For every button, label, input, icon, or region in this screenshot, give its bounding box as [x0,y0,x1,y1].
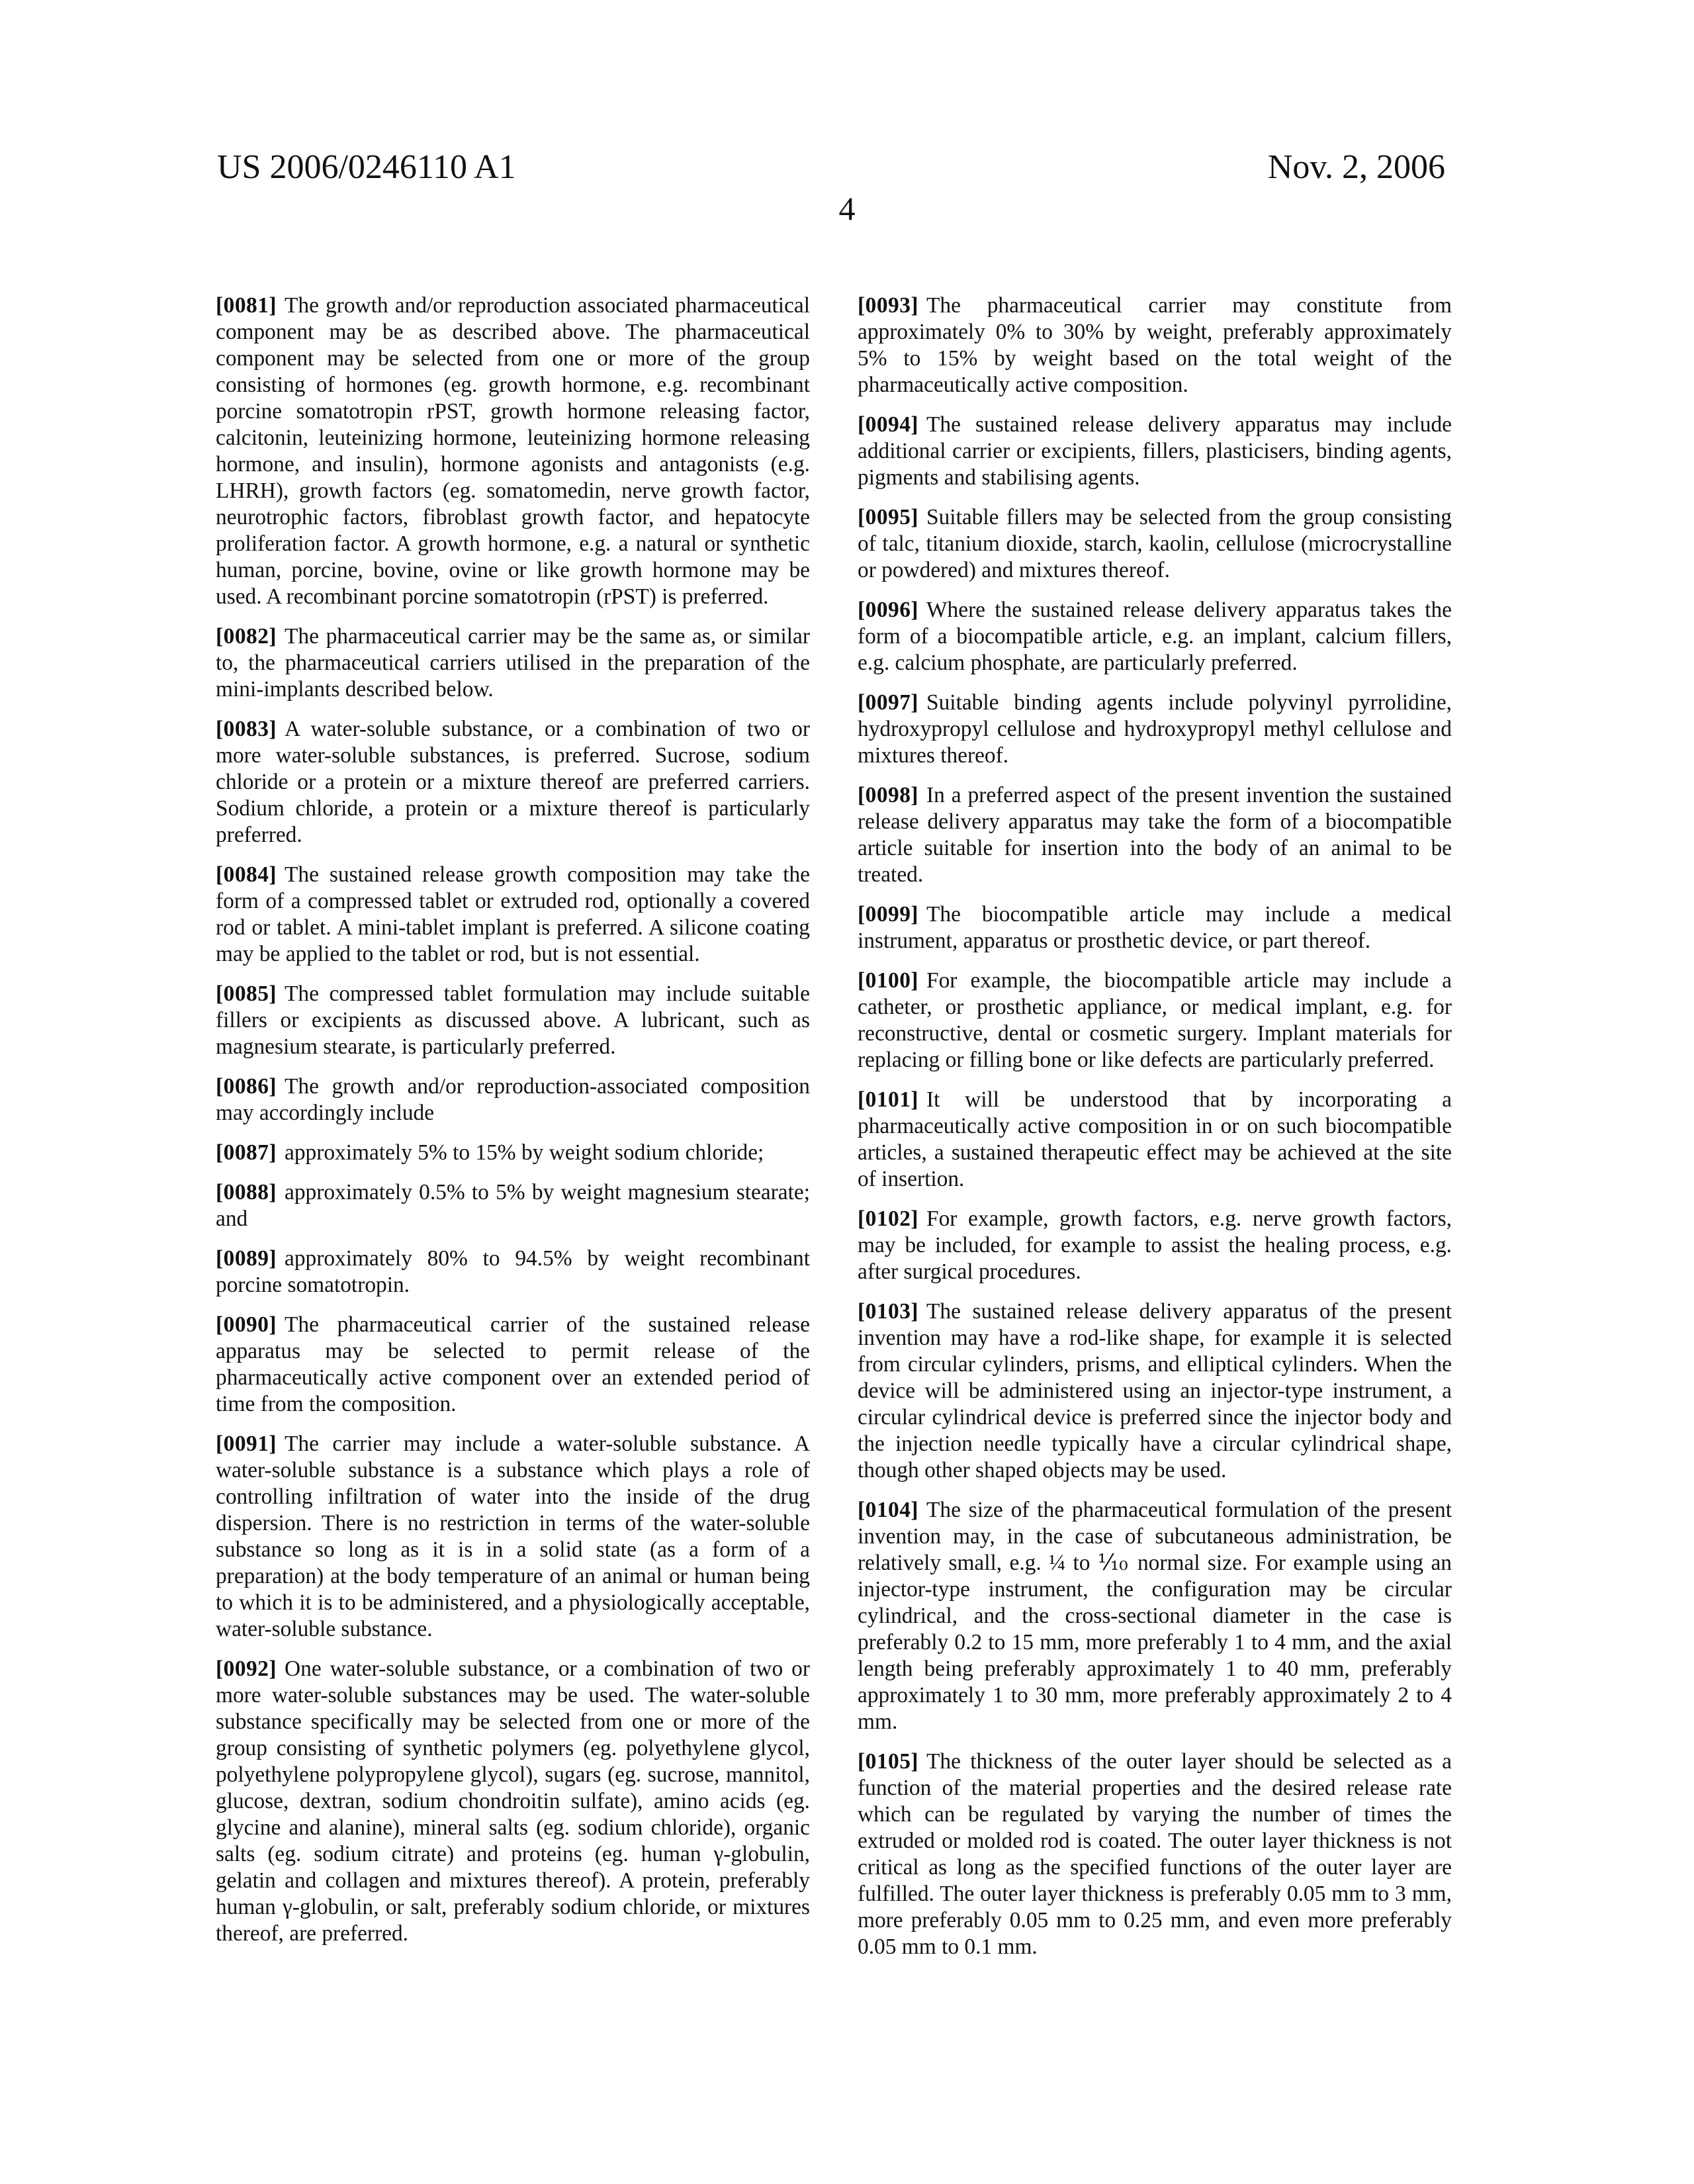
paragraph-number: [0094] [858,412,918,437]
paragraph [858,1497,1452,1735]
paragraph-text: The pharmaceutical carrier of the sustained release apparatus may be selected to permit release of the pharmaceutically active component over an extended period of time from the composition. [216,1312,810,1416]
paragraph [216,1312,810,1418]
paragraph-number: [0095] [858,505,918,529]
paragraph [216,623,810,703]
paragraph-number: [0083] [216,717,277,741]
paragraph [216,716,810,848]
paragraph-number: [0090] [216,1312,277,1337]
paragraph-number: [0093] [858,293,918,318]
page-header [217,144,1445,191]
paragraph [858,1087,1452,1193]
paragraph [216,1140,810,1166]
paragraph-number: [0088] [216,1180,277,1205]
paragraph-text: Suitable fillers may be selected from the group consisting of talc, titanium dioxide, starch, kaolin, cellulose (microcrystalline or powdered) and mixtures thereof. [858,505,1452,582]
paragraph-text: Suitable binding agents include polyvinyl pyrrolidine, hydroxypropyl cellulose and hydroxypropyl methyl cellulose and mixtures thereof. [858,690,1452,768]
paragraph-text: The pharmaceutical carrier may constitute from approximately 0% to 30% by weight, preferably approximately 5% to 15% by weight based on the total weight of the pharmaceutically active composition. [858,293,1452,397]
paragraph-text: The thickness of the outer layer should be selected as a function of the material properties and the desired release rate which can be regulated by varying the number of times the extruded or molded rod is coated. The outer layer thickness is not critical as long as the specified functions of the outer layer are fulfilled. The outer layer thickness is preferably 0.05 mm to 3 mm, more preferably 0.05 mm to 0.25 mm, and even more preferably 0.05 mm to 0.1 mm. [858,1749,1452,1959]
paragraph-text: In a preferred aspect of the present invention the sustained release delivery apparatus may take the form of a biocompatible article suitable for insertion into the body of an animal to be treated. [858,783,1452,887]
paragraph-number: [0081] [216,293,277,318]
paragraph-number: [0084] [216,862,277,887]
paragraph-number: [0102] [858,1206,918,1231]
paragraph [858,901,1452,954]
paragraph-text: The compressed tablet formulation may include suitable fillers or excipients as discussed above. A lubricant, such as magnesium stearate, is particularly preferred. [216,981,810,1059]
paragraph [858,412,1452,491]
paragraph-number: [0104] [858,1498,918,1522]
paragraph-text: approximately 5% to 15% by weight sodium chloride; [285,1140,764,1165]
paragraph [858,782,1452,888]
paragraph-number: [0099] [858,902,918,927]
paragraph-text: For example, growth factors, e.g. nerve growth factors, may be included, for example to assist the healing process, e.g. after surgical procedures. [858,1206,1452,1284]
paragraph [858,504,1452,584]
paragraph-number: [0087] [216,1140,277,1165]
paragraph [858,1298,1452,1484]
paragraph [858,690,1452,769]
paragraph-text: The pharmaceutical carrier may be the same as, or similar to, the pharmaceutical carriers utilised in the preparation of the mini-implants described below. [216,624,810,702]
paragraph-text: The growth and/or reproduction associated pharmaceutical component may be as described above. The pharmaceutical component may be selected from one or more of the group consisting of hormones (eg. growth hormone, e.g. recombinant porcine somatotropin rPST, growth hormone releasing factor, calcitonin, leuteinizing hormone, leuteinizing hormone releasing hormone, and insulin), hormone agonists and antagonists (e.g. LHRH), growth factors (eg. somatomedin, nerve growth factor, neurotrophic factors, fibroblast growth factor, and hepatocyte proliferation factor. A growth hormone, e.g. a natural or synthetic human, porcine, bovine, ovine or like growth hormone may be used. A recombinant porcine somatotropin (rPST) is preferred. [216,293,810,609]
paragraph-text: The growth and/or reproduction-associated composition may accordingly include [216,1074,810,1125]
paragraph-number: [0092] [216,1657,277,1681]
paragraph-text: It will be understood that by incorporating a pharmaceutically active composition in or on such biocompatible articles, a sustained therapeutic effect may be achieved at the site of insertion. [858,1087,1452,1191]
paragraph [858,1749,1452,1960]
paragraph-number: [0100] [858,968,918,993]
paragraph-number: [0086] [216,1074,277,1099]
paragraph-number: [0085] [216,981,277,1006]
paragraph [216,1246,810,1298]
paragraph [216,293,810,610]
paragraph [858,1206,1452,1285]
paragraph-text: One water-soluble substance, or a combination of two or more water-soluble substances may be used. The water-soluble substance specifically may be selected from one or more of the group consisting of synthetic polymers (eg. polyethylene glycol, polyethylene polypropylene glycol), sugars (eg. sucrose, mannitol, glucose, dextran, sodium chondroitin sulfate), amino acids (eg. glycine and alanine), mineral salts (eg. sodium chloride), organic salts (eg. sodium citrate) and proteins (eg. human γ-globulin, gelatin and collagen and mixtures thereof). A protein, preferably human γ-globulin, or salt, preferably sodium chloride, or mixtures thereof, are preferred. [216,1657,810,1946]
page-number: 4 [781,187,913,230]
paragraph [216,1179,810,1232]
publication-date: Nov. 2, 2006 [1268,144,1445,191]
paragraph [216,1073,810,1126]
paragraph [216,862,810,968]
publication-number: US 2006/0246110 A1 [217,144,516,191]
paragraph [216,1431,810,1643]
left-column [216,293,810,1960]
paragraph-number: [0101] [858,1087,918,1112]
paragraph [216,981,810,1060]
paragraph-number: [0096] [858,598,918,622]
paragraph-number: [0082] [216,624,277,649]
paragraph-text: Where the sustained release delivery apparatus takes the form of a biocompatible article, e.g. an implant, calcium fillers, e.g. calcium phosphate, are particularly preferred. [858,598,1452,675]
paragraph-number: [0089] [216,1246,277,1271]
paragraph-number: [0097] [858,690,918,715]
paragraph-number: [0091] [216,1432,277,1456]
paragraph-text: For example, the biocompatible article may include a catheter, or prosthetic appliance, or medical implant, e.g. for reconstructive, dental or cosmetic surgery. Implant materials for replacing or filling bone or like defects are particularly preferred. [858,968,1452,1072]
paragraph-text: The sustained release growth composition may take the form of a compressed tablet or extruded rod, optionally a covered rod or tablet. A mini-tablet implant is preferred. A silicone coating may be applied to the tablet or rod, but is not essential. [216,862,810,966]
right-column [858,293,1452,1974]
paragraph [216,1656,810,1947]
paragraph-number: [0103] [858,1299,918,1324]
paragraph [858,597,1452,676]
paragraph-text: approximately 80% to 94.5% by weight recombinant porcine somatotropin. [216,1246,810,1297]
paragraph-number: [0105] [858,1749,918,1774]
paragraph [858,968,1452,1073]
paragraph-text: The carrier may include a water-soluble substance. A water-soluble substance is a substance which plays a role of controlling infiltration of water into the inside of the drug dispersion. There is no restriction in terms of the water-soluble substance so long as it is in a solid state (as a form of a preparation) at the body temperature of an animal or human being to which it is to be administered, and a physiologically acceptable, water-soluble substance. [216,1432,810,1641]
paragraph-text: approximately 0.5% to 5% by weight magnesium stearate; and [216,1180,810,1231]
paragraph-text: The sustained release delivery apparatus may include additional carrier or excipients, fillers, plasticisers, binding agents, pigments and stabilising agents. [858,412,1452,490]
paragraph-text: The sustained release delivery apparatus of the present invention may have a rod-like shape, for example it is selected from circular cylinders, prisms, and elliptical cylinders. When the device will be administered using an injector-type instrument, a circular cylindrical device is preferred since the injector body and the injection needle typically have a circular cylindrical shape, though other shaped objects may be used. [858,1299,1452,1482]
paragraph [858,293,1452,398]
paragraph-text: The biocompatible article may include a medical instrument, apparatus or prosthetic device, or part thereof. [858,902,1452,953]
paragraph-text: A water-soluble substance, or a combination of two or more water-soluble substances, is preferred. Sucrose, sodium chloride or a protein or a mixture thereof are preferred carriers. Sodium chloride, a protein or a mixture thereof is particularly preferred. [216,717,810,847]
paragraph-text: The size of the pharmaceutical formulation of the present invention may, in the case of subcutaneous administration, be relatively small, e.g. ¼ to ⅒ normal size. For example using an injector-type instrument, the configuration may be circular cylindrical, and the cross-sectional diameter in the case is preferably 0.2 to 15 mm, more preferably 1 to 4 mm, and the axial length being preferably approximately 1 to 40 mm, preferably approximately 1 to 30 mm, more preferably approximately 2 to 4 mm. [858,1498,1452,1734]
paragraph-number: [0098] [858,783,918,807]
